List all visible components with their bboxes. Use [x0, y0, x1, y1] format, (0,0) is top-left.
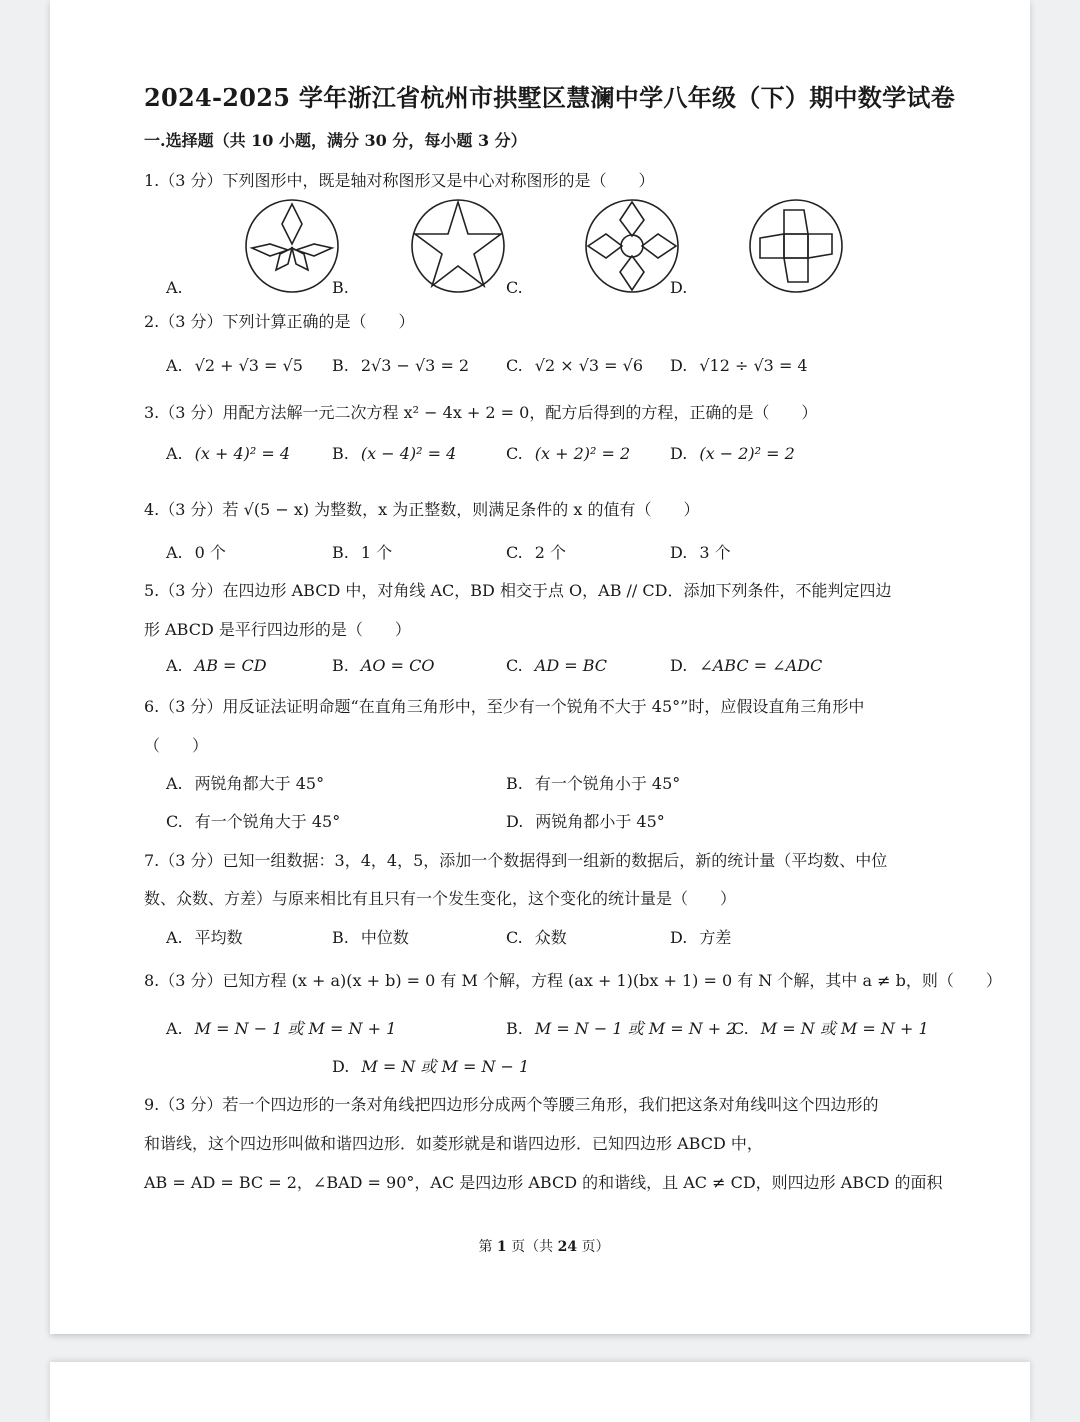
footer-page-number: 1 — [496, 1239, 507, 1255]
q8-option-d — [332, 1054, 529, 1077]
option-label: A. — [166, 656, 183, 675]
question-6-stem: 6.（3 分）用反证法证明命题“在直角三角形中，至少有一个锐角不大于 45°”时，应假设直角三角形中 — [144, 697, 865, 716]
figure-c-flower-icon — [584, 198, 680, 294]
figure-d-pinwheel-icon — [748, 198, 844, 294]
option-label: B. — [332, 444, 349, 463]
option-label: C. — [166, 812, 183, 831]
option-label: D. — [332, 1057, 350, 1076]
q1-option-d: D. — [670, 278, 688, 297]
question-9-stem: 9.（3 分）若一个四边形的一条对角线把四边形分成两个等腰三角形，我们把这条对角线叫这个四边形的 — [144, 1095, 879, 1114]
option-text: (x − 4)² = 4 — [360, 444, 457, 463]
q5-option-d — [670, 656, 822, 675]
option-text: M = N − 1 或 M = N + 1 — [194, 1019, 397, 1038]
option-text: M = N 或 M = N + 1 — [760, 1019, 929, 1038]
q8-option-c — [732, 1016, 929, 1039]
option-text: 两锐角都大于 45° — [194, 774, 325, 793]
option-text: 2√3 − √3 = 2 — [360, 356, 470, 375]
option-label: C. — [506, 928, 523, 947]
question-9-stem-cont2: AB = AD = BC = 2，∠BAD = 90°，AC 是四边形 ABCD 的和谐线，且 AC ≠ CD，则四边形 ABCD 的面积 — [144, 1173, 943, 1192]
q8-option-a — [166, 1016, 396, 1039]
option-text: 3 个 — [699, 543, 731, 562]
q5-option-b — [332, 656, 434, 675]
q2-option-b — [332, 356, 469, 375]
q2-option-c — [506, 356, 643, 375]
q1-option-c: C. — [506, 278, 523, 297]
question-1-stem: 1.（3 分）下列图形中，既是轴对称图形又是中心对称图形的是（ ） — [144, 171, 655, 190]
footer-mid: 页（共 — [506, 1239, 558, 1255]
question-7-stem-cont: 数、众数、方差）与原来相比有且只有一个发生变化，这个变化的统计量是（ ） — [144, 889, 737, 908]
q6-option-c — [166, 809, 340, 832]
question-9-stem-cont: 和谐线，这个四边形叫做和谐四边形．如菱形就是和谐四边形．已知四边形 ABCD 中， — [144, 1134, 763, 1153]
option-text: M = N − 1 或 M = N + 2 — [534, 1019, 737, 1038]
option-label: C. — [732, 1019, 749, 1038]
footer-total-pages: 24 — [557, 1239, 578, 1255]
q7-option-c — [506, 925, 567, 948]
option-text: ∠ABC = ∠ADC — [699, 656, 823, 675]
q5-option-a — [166, 656, 267, 675]
option-label: D. — [670, 356, 688, 375]
page-title: 2024-2025 学年浙江省杭州市拱墅区慧澜中学八年级（下）期中数学试卷 — [144, 83, 956, 112]
q7-option-a — [166, 925, 243, 948]
q5-option-c — [506, 656, 607, 675]
question-3-stem: 3.（3 分）用配方法解一元二次方程 x² − 4x + 2 = 0，配方后得到的方程，正确的是（ ） — [144, 403, 818, 422]
option-text: (x + 2)² = 2 — [534, 444, 631, 463]
option-text: √2 × √3 = √6 — [534, 356, 644, 375]
option-label: A. — [166, 928, 183, 947]
option-label: B. — [332, 656, 349, 675]
option-text: 平均数 — [194, 928, 243, 947]
q3-option-a — [166, 444, 290, 463]
q2-option-a — [166, 356, 303, 375]
option-label: B. — [332, 928, 349, 947]
option-label: C. — [506, 356, 523, 375]
option-label: D. — [506, 812, 524, 831]
question-8-stem: 8.（3 分）已知方程 (x + a)(x + b) = 0 有 M 个解，方程 (ax + 1)(bx + 1) = 0 有 N 个解，其中 a ≠ b，则（ ） — [144, 971, 1002, 990]
q8-option-b — [506, 1016, 736, 1039]
section-heading: 一.选择题（共 10 小题，满分 30 分，每小题 3 分） — [144, 131, 527, 150]
question-6-stem-cont: （ ） — [144, 736, 209, 755]
option-text: (x − 2)² = 2 — [699, 444, 795, 463]
option-label: B. — [332, 356, 349, 375]
option-text: 中位数 — [360, 928, 409, 947]
question-5-stem-cont: 形 ABCD 是平行四边形的是（ ） — [144, 620, 411, 639]
option-text: AD = BC — [534, 656, 608, 675]
q6-option-a — [166, 771, 324, 794]
option-text: √2 + √3 = √5 — [194, 356, 303, 375]
option-text: 1 个 — [360, 543, 393, 562]
option-text: 有一个锐角大于 45° — [194, 812, 341, 831]
option-text: 2 个 — [534, 543, 567, 562]
option-label: D. — [670, 444, 688, 463]
option-label: D. — [670, 656, 688, 675]
q3-option-b — [332, 444, 456, 463]
option-label: B. — [332, 543, 349, 562]
footer-suffix: 页） — [577, 1239, 610, 1255]
page-footer — [144, 1236, 944, 1256]
q7-option-d — [670, 925, 731, 948]
q1-option-b: B. — [332, 278, 349, 297]
q6-option-d — [506, 809, 665, 832]
q3-option-c — [506, 444, 630, 463]
q1-option-a: A. — [166, 278, 183, 297]
option-label: B. — [506, 1019, 523, 1038]
option-text: √12 ÷ √3 = 4 — [699, 356, 808, 375]
option-text: 众数 — [534, 928, 567, 947]
option-text: 方差 — [699, 928, 732, 947]
question-5-stem: 5.（3 分）在四边形 ABCD 中，对角线 AC，BD 相交于点 O，AB // CD．添加下列条件，不能判定四边 — [144, 581, 892, 600]
exam-page — [50, 0, 1030, 1334]
option-label: C. — [506, 543, 523, 562]
option-text: AB = CD — [194, 656, 267, 675]
figure-a-mitsubishi-icon — [244, 198, 340, 294]
question-4-stem: 4.（3 分）若 √(5 − x) 为整数，x 为正整数，则满足条件的 x 的值有（ ） — [144, 500, 700, 519]
question-7-stem: 7.（3 分）已知一组数据：3，4，4，5，添加一个数据得到一组新的数据后，新的统计量（平均数、中位 — [144, 851, 888, 870]
figure-b-star-icon — [410, 198, 506, 294]
footer-prefix: 第 — [478, 1239, 497, 1255]
q4-option-d — [670, 540, 731, 563]
option-label: D. — [670, 928, 688, 947]
option-label: B. — [506, 774, 523, 793]
option-text: 0 个 — [194, 543, 226, 562]
option-label: D. — [670, 543, 688, 562]
option-text: M = N 或 M = N − 1 — [361, 1057, 530, 1076]
q6-option-b — [506, 771, 680, 794]
option-label: A. — [166, 1019, 183, 1038]
option-text: AO = CO — [360, 656, 435, 675]
option-label: A. — [166, 543, 183, 562]
option-label: C. — [506, 444, 523, 463]
option-text: (x + 4)² = 4 — [194, 444, 291, 463]
option-label: A. — [166, 356, 183, 375]
option-label: A. — [166, 774, 183, 793]
option-label: A. — [166, 444, 183, 463]
option-text: 有一个锐角小于 45° — [534, 774, 681, 793]
q4-option-a — [166, 540, 226, 563]
q2-option-d — [670, 356, 808, 375]
q4-option-b — [332, 540, 392, 563]
option-label: C. — [506, 656, 523, 675]
q7-option-b — [332, 925, 409, 948]
q4-option-c — [506, 540, 566, 563]
question-2-stem: 2.（3 分）下列计算正确的是（ ） — [144, 312, 415, 331]
q3-option-d — [670, 444, 795, 463]
next-page — [50, 1362, 1030, 1422]
option-text: 两锐角都小于 45° — [535, 812, 665, 831]
